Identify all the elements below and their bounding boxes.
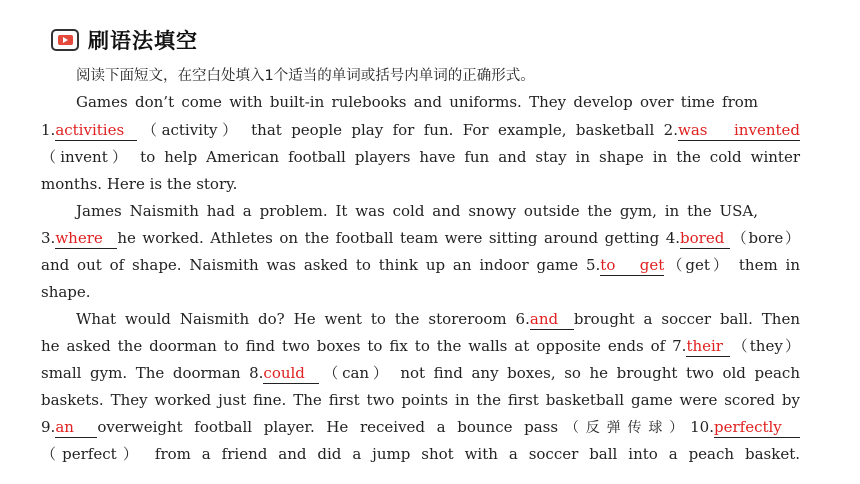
passage-line: small gym. The doorman 8.could （can） not find any boxes, so he brought two old peach <box>41 364 800 382</box>
passage-line: （invent） to help American football players have fun and stay in shape in the cold winter <box>41 148 800 166</box>
passage-line: Games don’t come with built-in rulebooks and uniforms. They develop over time from <box>76 93 758 111</box>
answer-blank-4: bored <box>680 230 730 249</box>
section-header <box>51 24 198 56</box>
passage-line: and out of shape. Naismith was asked to think up an indoor game 5.to get（get） them in <box>41 256 800 274</box>
instruction-text: 阅读下面短文，在空白处填入1个适当的单词或括号内单词的正确形式。 <box>76 68 535 84</box>
passage-line: baskets. They worked just fine. The first two points in the first basketball game were scored by <box>41 391 800 409</box>
passage-line: 3.where he worked. Athletes on the football team were sitting around getting 4.bored （bore） <box>41 229 800 247</box>
passage-line: What would Naismith do? He went to the storeroom 6.and brought a soccer ball. Then <box>76 310 800 328</box>
passage-line: James Naismith had a problem. It was cold and snowy outside the gym, in the USA, <box>76 202 758 220</box>
answer-blank-6: and <box>530 311 574 330</box>
answer-blank-5: to get <box>600 256 665 274</box>
answer-blank-10: perfectly <box>714 419 800 438</box>
section-title: 刷语法填空 <box>88 29 198 53</box>
passage-line: 1.activities （activity） that people play for fun. For example, basketball 2.was invented <box>41 121 800 139</box>
passage-line: shape. <box>41 283 91 301</box>
answer-blank-2: was invented <box>678 121 800 139</box>
passage-line: he asked the doorman to find two boxes to fix to the walls at opposite ends of 7.their （they） <box>41 337 800 355</box>
passage-line: months. Here is the story. <box>41 175 238 193</box>
answer-blank-9: an <box>55 419 97 438</box>
answer-blank-7: their <box>686 338 730 357</box>
video-play-icon[interactable] <box>51 29 79 51</box>
answer-blank-8: could <box>263 365 319 384</box>
answer-blank-3: where <box>55 230 117 249</box>
passage-line: （perfect） from a friend and did a jump shot with a soccer ball into a peach basket. <box>41 445 800 463</box>
passage-line: 9.an overweight football player. He received a bounce pass（反弹传球）10.perfectly <box>41 417 800 438</box>
answer-blank-1: activities <box>55 122 137 141</box>
